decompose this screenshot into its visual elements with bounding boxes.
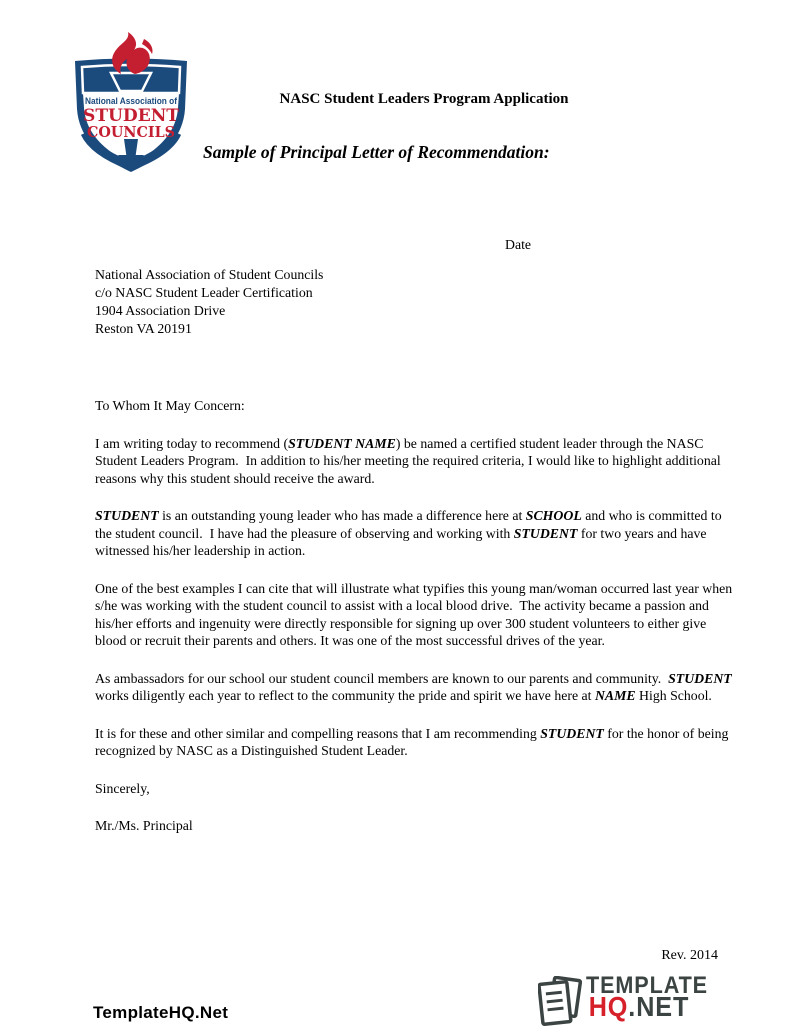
page-title: NASC Student Leaders Program Application <box>279 91 569 107</box>
logo-org-line1: National Association of <box>85 96 178 106</box>
paragraph-text: I am writing today to recommend ( <box>95 435 289 451</box>
closing: Sincerely, <box>95 780 150 796</box>
paragraph-text: High School. <box>635 688 712 703</box>
revision-label: Rev. 2014 <box>661 948 718 963</box>
letter-paragraph-3 <box>95 580 741 650</box>
paragraph-text: It is for these and other similar and compelling reasons that I am recommending <box>95 725 541 741</box>
paragraph-text: One of the best examples I can cite that will illustrate what typifies this young man/woman occurred last year when s/he was working with the student council to assist with a local blood drive. The activity became a passion and his/her efforts and ingenuity were directly responsible for signing up over 300 student volunteers to either give blood or recruit their parents and others. It was one of the most successful drives of the year. <box>95 580 736 648</box>
templatehq-logo <box>538 972 722 1030</box>
brand-net: .NET <box>628 990 690 1022</box>
placeholder-school: SCHOOL <box>525 508 582 523</box>
documents-icon <box>538 976 582 1030</box>
date-placeholder: Date <box>505 237 532 252</box>
placeholder-student: STUDENT <box>513 525 578 541</box>
letter-body <box>95 397 741 855</box>
brand-line1: TEMPLATE <box>586 972 708 999</box>
paragraph-text: ) be named a certified student leader through the NASC Student Leaders Program. In addition to his/her meeting the required criteria, I would like to highlight additional reasons why this student should receive the award. <box>95 435 725 486</box>
paragraph-text: is an outstanding young leader who has made a difference here at <box>158 508 526 523</box>
placeholder-student: STUDENT <box>668 670 732 686</box>
page-subtitle: Sample of Principal Letter of Recommendation: <box>203 142 550 162</box>
placeholder-name: NAME <box>594 688 636 703</box>
brand-hq: HQ <box>588 990 629 1022</box>
logo-org-line2: STUDENT <box>83 106 180 126</box>
paragraph-text: and who is committed to the student council. I have had the pleasure of observing and working with <box>95 508 726 541</box>
letter-paragraph-2 <box>95 507 741 560</box>
brand-line2 <box>588 990 708 1022</box>
paragraph-text: for two years and have witnessed his/her leadership in action. <box>95 525 710 558</box>
placeholder-student: STUDENT <box>540 725 604 741</box>
salutation: To Whom It May Concern: <box>95 398 245 413</box>
templatehq-watermark: TemplateHQ.Net <box>93 1003 229 1022</box>
placeholder-student: STUDENT <box>95 508 159 523</box>
letter-paragraph-1 <box>95 435 741 488</box>
inside-address <box>95 266 323 338</box>
paragraph-text: for the honor of being recognized by NASC as a Distinguished Student Leader. <box>95 725 732 758</box>
logo-org-line3: COUNCILS <box>87 123 175 141</box>
letter-paragraph-4 <box>95 670 741 705</box>
address-line: c/o NASC Student Leader Certification <box>95 285 313 300</box>
paragraph-text: works diligently each year to reflect to the community the pride and spirit we have here at <box>95 670 736 703</box>
placeholder-student-name: STUDENT NAME <box>288 435 396 451</box>
address-line: National Association of Student Councils <box>95 267 324 282</box>
address-line: 1904 Association Drive <box>95 303 226 318</box>
templatehq-wordmark <box>586 972 708 1022</box>
letter-paragraph-5 <box>95 725 741 760</box>
address-line: Reston VA 20191 <box>95 321 192 336</box>
paragraph-text: As ambassadors for our school our student council members are known to our parents and community. <box>95 670 669 686</box>
signature-line: Mr./Ms. Principal <box>95 818 193 833</box>
